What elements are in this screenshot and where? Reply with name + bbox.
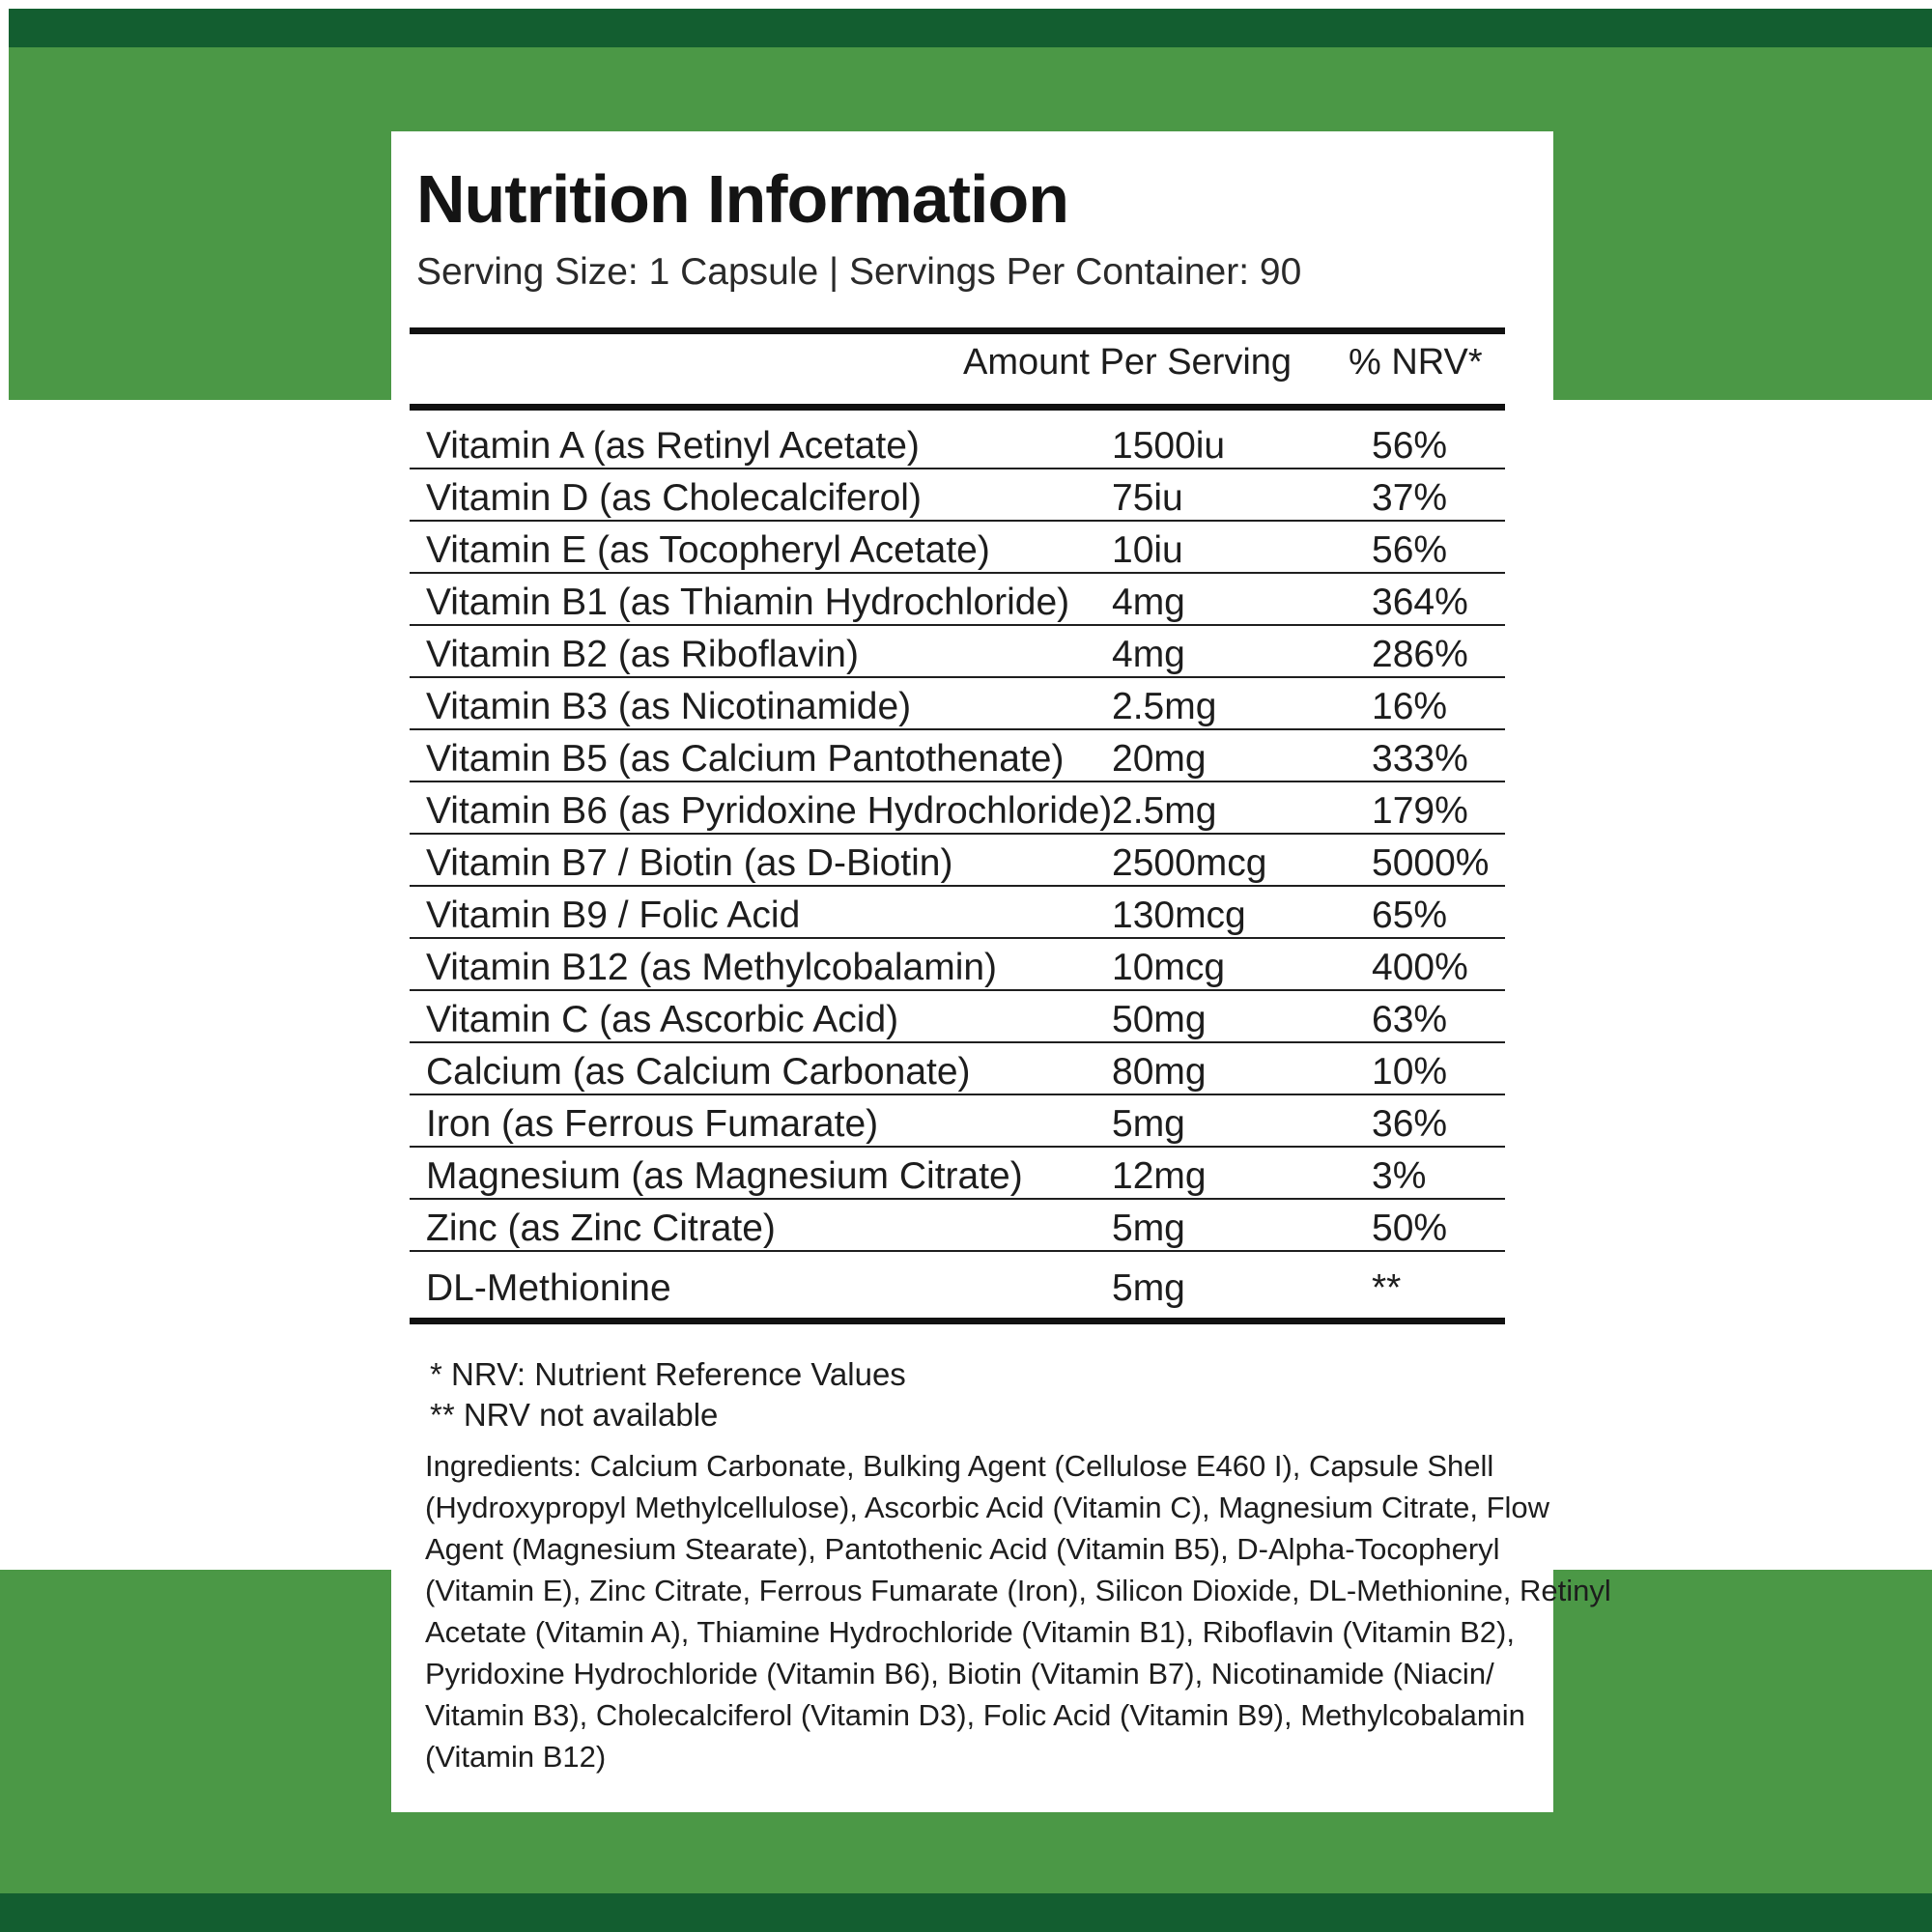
table-row bbox=[410, 730, 1505, 782]
nutrient-amount: 10mcg bbox=[1112, 947, 1226, 988]
ingredients-line: Acetate (Vitamin A), Thiamine Hydrochloride (Vitamin B1), Riboflavin (Vitamin B2), bbox=[425, 1615, 1515, 1649]
nutrient-name: Vitamin B2 (as Riboflavin) bbox=[426, 634, 859, 675]
nutrient-nrv: 5000% bbox=[1372, 842, 1490, 884]
ingredients-line: Agent (Magnesium Stearate), Pantothenic Acid (Vitamin B5), D-Alpha-Tocopheryl bbox=[425, 1532, 1500, 1566]
nutrient-name: DL-Methionine bbox=[426, 1267, 671, 1309]
nutrient-nrv: 333% bbox=[1372, 738, 1468, 780]
table-row bbox=[410, 887, 1505, 939]
ingredients-line: (Vitamin B12) bbox=[425, 1740, 607, 1774]
nutrient-amount: 130mcg bbox=[1112, 895, 1246, 936]
nutrient-table bbox=[410, 417, 1505, 1320]
nutrient-name: Vitamin D (as Cholecalciferol) bbox=[426, 477, 922, 519]
footnote-not-available: ** NRV not available bbox=[430, 1397, 719, 1433]
table-row bbox=[410, 522, 1505, 574]
nutrient-amount: 80mg bbox=[1112, 1051, 1207, 1093]
ingredients-text bbox=[425, 1445, 1611, 1777]
nutrient-amount: 4mg bbox=[1112, 634, 1185, 675]
footnote-nrv: * NRV: Nutrient Reference Values bbox=[430, 1356, 906, 1392]
table-row bbox=[410, 469, 1505, 522]
table-bottom-rule bbox=[410, 1318, 1505, 1324]
ingredients-line: Vitamin B3), Cholecalciferol (Vitamin D3), Folic Acid (Vitamin B9), Methylcobalamin bbox=[425, 1698, 1525, 1732]
nutrient-name: Iron (as Ferrous Fumarate) bbox=[426, 1103, 879, 1145]
table-row bbox=[410, 1043, 1505, 1095]
nutrient-name: Vitamin B9 / Folic Acid bbox=[426, 895, 801, 936]
panel-title: Nutrition Information bbox=[416, 161, 1069, 237]
header-bottom-rule bbox=[410, 404, 1505, 411]
table-row bbox=[410, 1148, 1505, 1200]
nutrition-panel bbox=[391, 131, 1611, 1812]
nutrient-amount: 2.5mg bbox=[1112, 790, 1217, 832]
nutrient-name: Vitamin C (as Ascorbic Acid) bbox=[426, 999, 899, 1040]
table-row bbox=[410, 626, 1505, 678]
ingredients-line: (Hydroxypropyl Methylcellulose), Ascorbic Acid (Vitamin C), Magnesium Citrate, Flow bbox=[425, 1491, 1550, 1524]
nutrient-nrv: 63% bbox=[1372, 999, 1448, 1040]
nutrient-amount: 4mg bbox=[1112, 582, 1185, 623]
table-row bbox=[410, 1252, 1505, 1320]
header-nrv: % NRV* bbox=[1349, 342, 1483, 383]
nutrient-nrv: 364% bbox=[1372, 582, 1468, 623]
nutrient-nrv: 36% bbox=[1372, 1103, 1448, 1145]
nutrient-nrv: 400% bbox=[1372, 947, 1468, 988]
table-row bbox=[410, 991, 1505, 1043]
table-row bbox=[410, 939, 1505, 991]
table-row bbox=[410, 782, 1505, 835]
top-dark-band bbox=[9, 9, 1932, 47]
nutrient-amount: 2500mcg bbox=[1112, 842, 1267, 884]
nutrient-name: Vitamin B1 (as Thiamin Hydrochloride) bbox=[426, 582, 1070, 623]
nutrient-amount: 5mg bbox=[1112, 1103, 1185, 1145]
nutrient-nrv: 56% bbox=[1372, 529, 1448, 571]
nutrient-nrv: 286% bbox=[1372, 634, 1468, 675]
nutrient-nrv: 65% bbox=[1372, 895, 1448, 936]
table-row bbox=[410, 678, 1505, 730]
nutrient-amount: 5mg bbox=[1112, 1208, 1185, 1249]
ingredients-line: Pyridoxine Hydrochloride (Vitamin B6), Biotin (Vitamin B7), Nicotinamide (Niacin/ bbox=[425, 1657, 1494, 1690]
ingredients-line: Ingredients: Calcium Carbonate, Bulking Agent (Cellulose E460 I), Capsule Shell bbox=[425, 1449, 1494, 1483]
nutrient-amount: 1500iu bbox=[1112, 425, 1226, 467]
nutrient-amount: 5mg bbox=[1112, 1267, 1185, 1309]
nutrient-amount: 50mg bbox=[1112, 999, 1207, 1040]
table-row bbox=[410, 417, 1505, 469]
serving-info: Serving Size: 1 Capsule | Servings Per Container: 90 bbox=[416, 251, 1302, 293]
nutrient-nrv: 179% bbox=[1372, 790, 1468, 832]
table-row bbox=[410, 835, 1505, 887]
nutrient-nrv: 56% bbox=[1372, 425, 1448, 467]
nutrient-nrv: 50% bbox=[1372, 1208, 1448, 1249]
nutrient-name: Vitamin B6 (as Pyridoxine Hydrochloride) bbox=[426, 790, 1113, 832]
nutrient-nrv: 10% bbox=[1372, 1051, 1448, 1093]
nutrient-name: Vitamin B3 (as Nicotinamide) bbox=[426, 686, 912, 727]
nutrient-name: Vitamin B12 (as Methylcobalamin) bbox=[426, 947, 998, 988]
nutrient-nrv: 16% bbox=[1372, 686, 1448, 727]
table-row bbox=[410, 1095, 1505, 1148]
nutrient-name: Vitamin A (as Retinyl Acetate) bbox=[426, 425, 920, 467]
nutrient-amount: 75iu bbox=[1112, 477, 1183, 519]
nutrient-name: Vitamin B5 (as Calcium Pantothenate) bbox=[426, 738, 1065, 780]
table-row bbox=[410, 1200, 1505, 1252]
nutrient-name: Vitamin B7 / Biotin (as D-Biotin) bbox=[426, 842, 953, 884]
nutrient-name: Magnesium (as Magnesium Citrate) bbox=[426, 1155, 1023, 1197]
table-row bbox=[410, 574, 1505, 626]
nutrient-name: Zinc (as Zinc Citrate) bbox=[426, 1208, 776, 1249]
header-amount: Amount Per Serving bbox=[963, 342, 1293, 383]
nutrient-amount: 20mg bbox=[1112, 738, 1207, 780]
nutrient-name: Vitamin E (as Tocopheryl Acetate) bbox=[426, 529, 990, 571]
nutrient-nrv: ** bbox=[1372, 1267, 1402, 1309]
nutrient-amount: 12mg bbox=[1112, 1155, 1207, 1197]
nutrient-amount: 10iu bbox=[1112, 529, 1183, 571]
bottom-dark-band bbox=[0, 1893, 1932, 1932]
nutrient-nrv: 37% bbox=[1372, 477, 1448, 519]
nutrient-amount: 2.5mg bbox=[1112, 686, 1217, 727]
nutrient-name: Calcium (as Calcium Carbonate) bbox=[426, 1051, 971, 1093]
nutrient-nrv: 3% bbox=[1372, 1155, 1427, 1197]
table-top-rule bbox=[410, 327, 1505, 334]
ingredients-line: (Vitamin E), Zinc Citrate, Ferrous Fumarate (Iron), Silicon Dioxide, DL-Methionine, Retinyl bbox=[425, 1574, 1611, 1607]
